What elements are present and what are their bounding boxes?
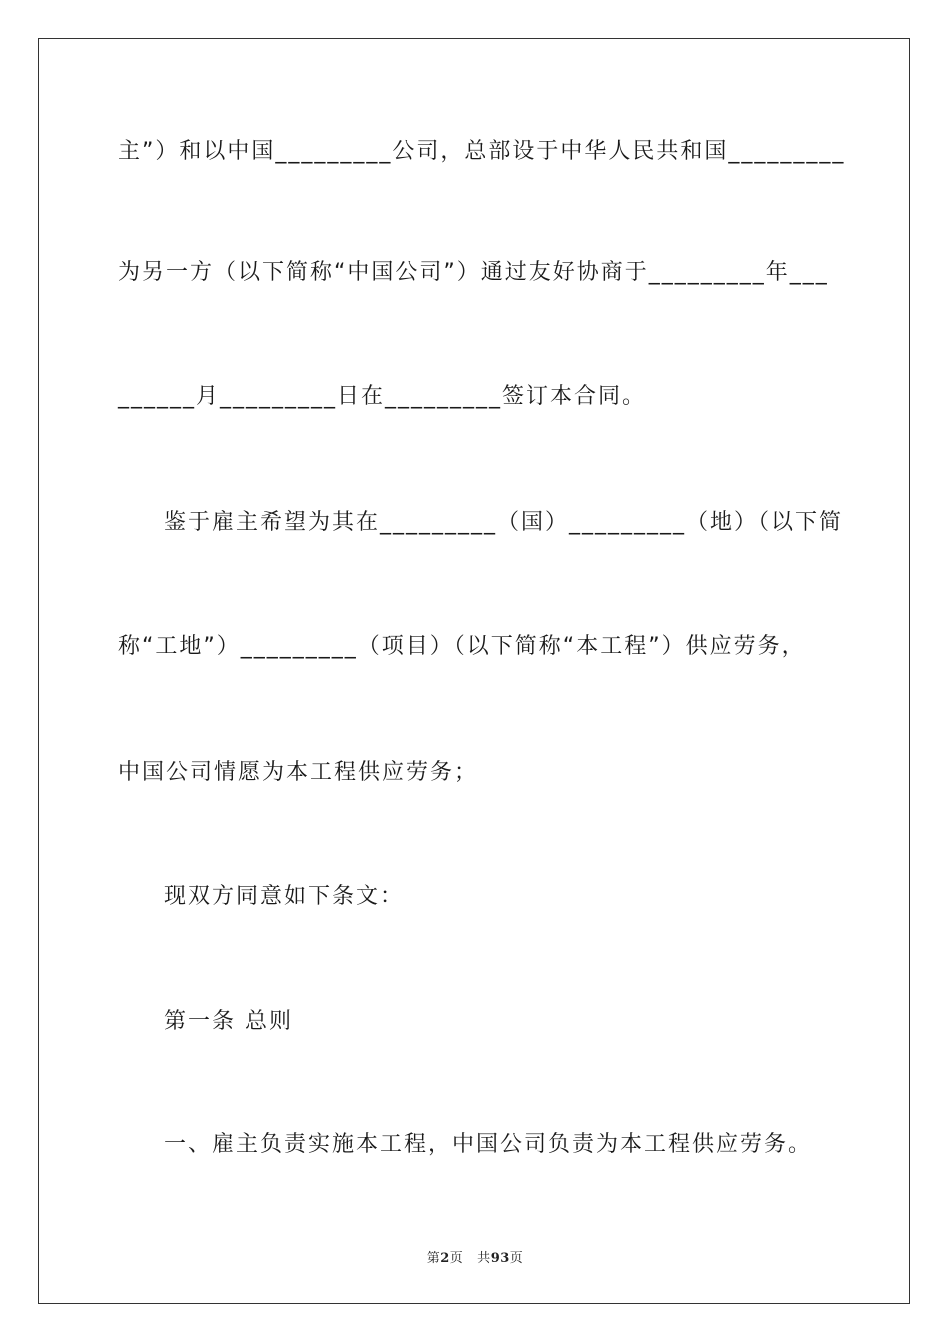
footer-total-suffix: 页 [509, 1251, 524, 1266]
paragraph-line-2: 为另一方（以下简称“中国公司”）通过友好协商于_________年___ [118, 260, 829, 285]
paragraph-line-6: 中国公司情愿为本工程供应劳务； [118, 760, 479, 785]
footer-total-prefix: 共 [477, 1251, 491, 1266]
footer-total-pages: 93 [490, 1251, 510, 1266]
paragraph-line-7: 现双方同意如下条文： [164, 884, 405, 909]
paragraph-line-5: 称“工地”）_________（项目）（以下简称“本工程”）供应劳务， [118, 634, 806, 659]
page-footer [0, 1247, 950, 1266]
paragraph-line-1: 主”）和以中国_________公司，总部设于中华人民共和国_________ [118, 139, 846, 164]
paragraph-line-3: ______月_________日在_________签订本合同。 [118, 384, 647, 409]
page-border [38, 38, 910, 1304]
footer-page-number: 2 [440, 1251, 450, 1266]
section-heading: 第一条 总则 [164, 1009, 293, 1034]
footer-page-suffix: 页 [449, 1251, 464, 1266]
paragraph-line-9: 一、雇主负责实施本工程，中国公司负责为本工程供应劳务。 [164, 1132, 813, 1157]
footer-page-prefix: 第 [426, 1251, 441, 1266]
paragraph-line-4: 鉴于雇主希望为其在_________（国）_________（地）（以下简 [164, 510, 844, 535]
